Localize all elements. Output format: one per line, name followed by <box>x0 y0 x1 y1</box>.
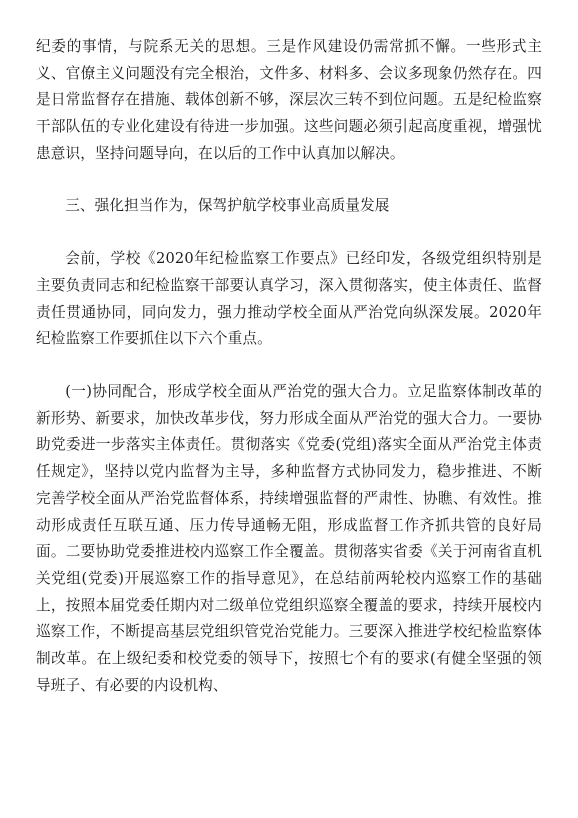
section-heading-3: 三、强化担当作为，保驾护航学校事业高质量发展 <box>65 196 390 214</box>
paragraph-work-points: 会前，学校《2020年纪检监察工作要点》已经印发，各级党组织特别是主要负责同志和纪检监察干部要认真学习，深入贯彻落实，使主体责任、监督责任贯通协同，同向发力，强力推动学校全面从严治党向纵深发展。2020年纪检监察工作要抓住以下六个重点。 <box>36 250 542 348</box>
paragraph-coordination: (一)协同配合，形成学校全面从严治党的强大合力。立足监察体制改革的新形势、新要求，加快改革步伐，努力形成全面从严治党的强大合力。一要协助党委进一步落实主体责任。贯彻落实《党委(党组)落实全面从严治党主体责任规定》，坚持以党内监督为主导，多种监督方式协同发力，稳步推进、不断完善学校全面从严治党监督体系，持续增强监督的严肃性、协瞧、有效性。推动形成责任互联互通、压力传导通畅无阻，形成监督工作齐抓共管的良好局面。二要协助党委推进校内巡察工作全覆盖。贯彻落实省委《关于河南省直机关党组(党委)开展巡察工作的指导意见》，在总结前两轮校内巡察工作的基础上，按照本届党委任期内对二级单位党组织巡察全覆盖的要求，持续开展校内巡察工作，不断提高基层党组织管党治党能力。三要深入推进学校纪检监察体制改革。在上级纪委和校党委的领导下，按照七个有的要求(有健全坚强的领导班子、有必要的内设机构、 <box>36 383 542 694</box>
paragraph-problems: 纪委的事情，与院系无关的思想。三是作风建设仍需常抓不懈。一些形式主义、官僚主义问题没有完全根治，文件多、材料多、会议多现象仍然存在。四是日常监督存在措施、载体创新不够，深层次三转不到位问题。五是纪检监察干部队伍的专业化建设有待进一步加强。这些问题必须引起高度重视，增强忧患意识，坚持问题导向，在以后的工作中认真加以解决。 <box>36 38 542 162</box>
